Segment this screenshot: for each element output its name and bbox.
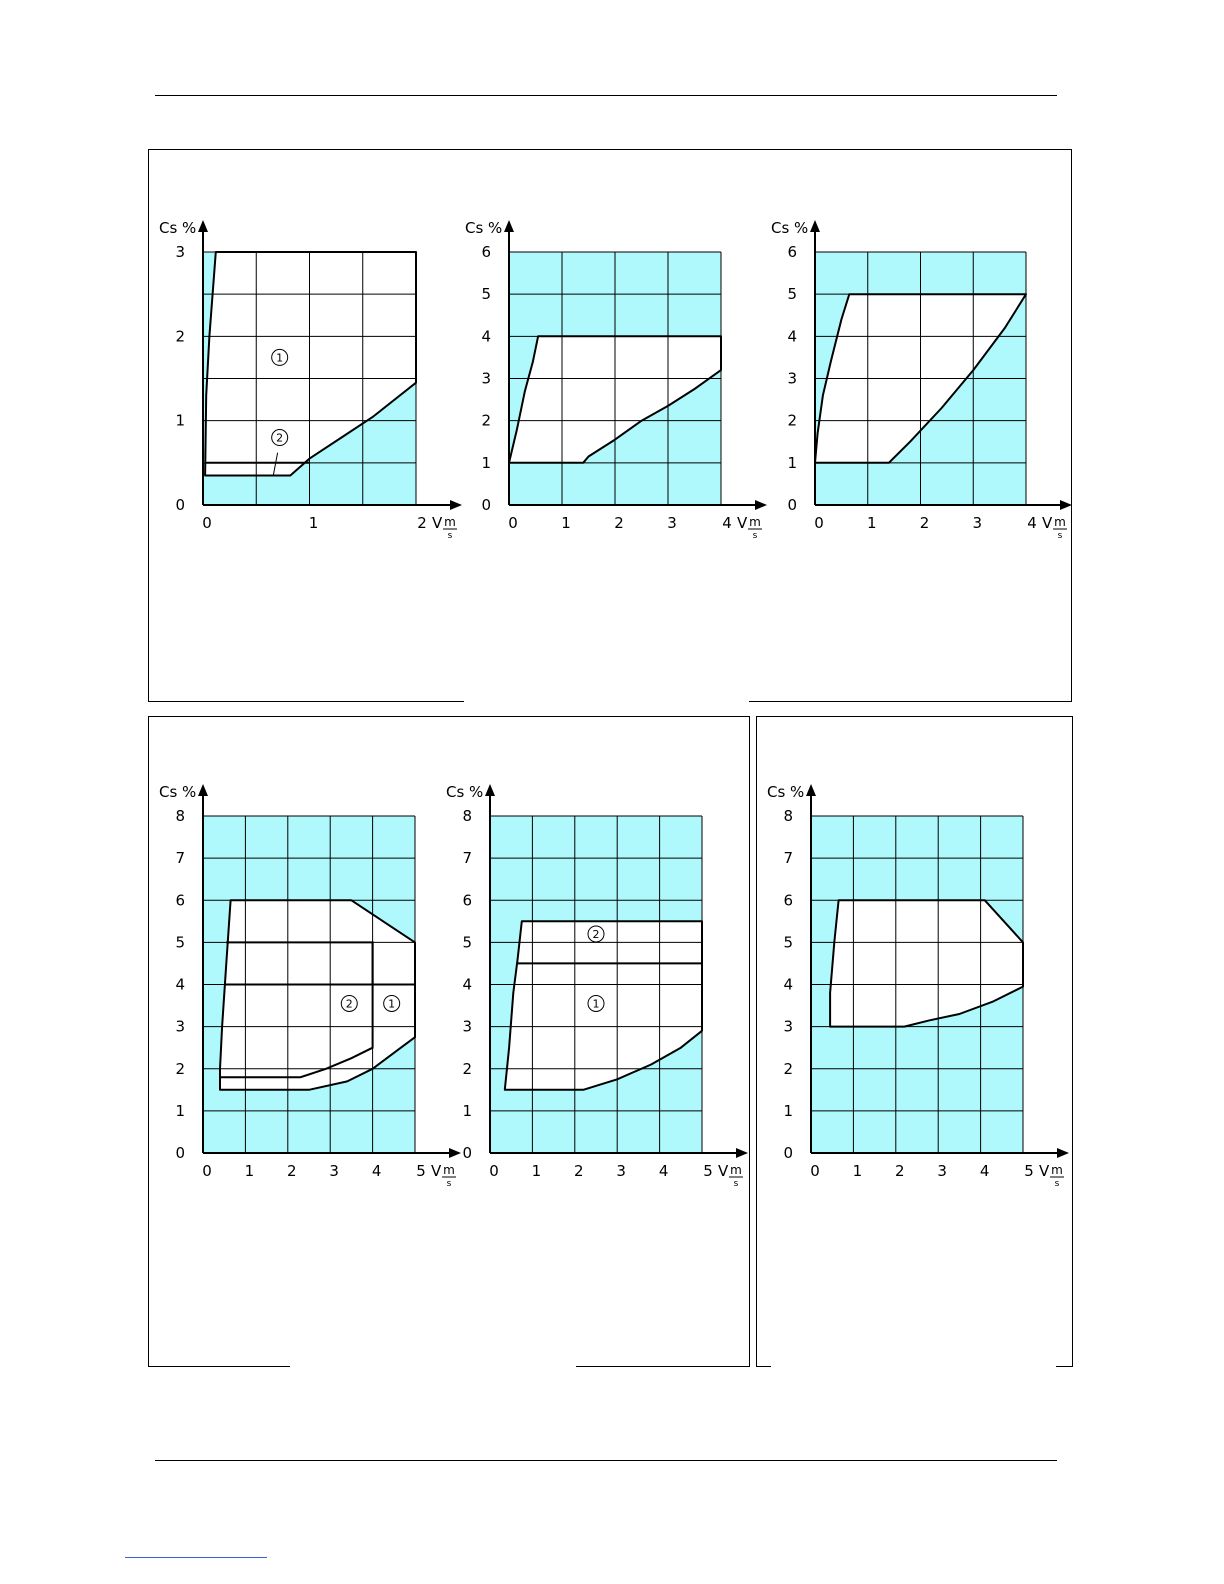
y-axis-arrow xyxy=(198,220,208,232)
x-unit-numerator: m xyxy=(444,515,456,529)
region-marker-label: 1 xyxy=(592,997,600,1011)
x-tick-label: 1 xyxy=(561,514,571,532)
y-tick-label: 1 xyxy=(462,1101,472,1120)
y-axis-label: Cs % xyxy=(446,783,484,801)
region-marker-label: 1 xyxy=(276,351,284,365)
x-axis-arrow xyxy=(449,1148,461,1158)
y-tick-label: 0 xyxy=(783,1144,793,1162)
y-axis-label: Cs % xyxy=(465,219,503,237)
x-tick-label: 0 xyxy=(202,1162,212,1180)
x-tick-label: 2 xyxy=(417,514,427,532)
x-unit-numerator: m xyxy=(443,1163,455,1177)
x-tick-label: 4 xyxy=(371,1162,382,1180)
x-axis-arrow xyxy=(736,1148,748,1158)
x-tick-label: 3 xyxy=(937,1162,947,1180)
y-tick-label: 1 xyxy=(787,453,797,472)
x-tick-label: 1 xyxy=(531,1162,542,1180)
x-axis-label: V xyxy=(1042,514,1053,532)
y-tick-label: 1 xyxy=(481,453,491,472)
y-tick-label: 5 xyxy=(783,933,793,952)
y-axis-label: Cs % xyxy=(159,783,197,801)
y-tick-label: 5 xyxy=(481,285,491,304)
x-tick-label: 3 xyxy=(329,1162,339,1180)
x-tick-label: 1 xyxy=(852,1162,863,1180)
x-tick-label: 1 xyxy=(244,1162,255,1180)
x-unit-denominator: s xyxy=(752,531,758,541)
y-tick-label: 0 xyxy=(175,496,185,514)
x-tick-label: 4 xyxy=(722,514,732,532)
y-tick-label: 0 xyxy=(481,496,491,514)
chart-2 xyxy=(465,219,767,541)
y-tick-label: 1 xyxy=(175,411,185,430)
x-tick-label: 2 xyxy=(919,514,930,532)
y-axis-arrow xyxy=(504,220,514,232)
y-tick-label: 8 xyxy=(462,807,472,825)
x-axis-label: V xyxy=(1039,1162,1050,1180)
y-tick-label: 4 xyxy=(787,327,797,346)
y-tick-label: 3 xyxy=(783,1017,793,1036)
x-tick-label: 1 xyxy=(308,514,319,532)
x-unit-denominator: s xyxy=(446,1179,452,1189)
region-marker-label: 1 xyxy=(388,997,396,1011)
x-axis-label: V xyxy=(432,514,443,532)
y-tick-label: 3 xyxy=(481,369,491,388)
region-marker-label: 2 xyxy=(592,927,600,941)
y-axis-label: Cs % xyxy=(767,783,805,801)
y-tick-label: 8 xyxy=(175,807,185,825)
x-tick-label: 5 xyxy=(416,1162,426,1180)
y-tick-label: 2 xyxy=(783,1059,793,1078)
chart-4 xyxy=(159,783,461,1189)
y-tick-label: 7 xyxy=(783,849,793,868)
y-tick-label: 6 xyxy=(481,243,491,261)
region-marker-label: 2 xyxy=(345,997,353,1011)
y-tick-label: 7 xyxy=(462,849,472,868)
x-unit-numerator: m xyxy=(1054,515,1066,529)
y-tick-label: 2 xyxy=(787,411,797,430)
y-tick-label: 2 xyxy=(175,1059,185,1078)
x-tick-label: 4 xyxy=(658,1162,669,1180)
x-unit-denominator: s xyxy=(733,1179,739,1189)
y-axis-arrow xyxy=(485,784,495,796)
y-axis-label: Cs % xyxy=(771,219,809,237)
y-tick-label: 4 xyxy=(462,975,472,994)
x-axis-arrow xyxy=(1057,1148,1069,1158)
y-tick-label: 3 xyxy=(175,243,185,261)
y-tick-label: 7 xyxy=(175,849,185,868)
y-tick-label: 5 xyxy=(787,285,797,304)
x-tick-label: 0 xyxy=(202,514,212,532)
x-tick-label: 2 xyxy=(895,1162,905,1180)
x-tick-label: 5 xyxy=(703,1162,713,1180)
y-tick-label: 4 xyxy=(175,975,185,994)
x-tick-label: 2 xyxy=(287,1162,297,1180)
y-axis-arrow xyxy=(806,784,816,796)
x-axis-arrow xyxy=(450,500,462,510)
y-tick-label: 1 xyxy=(783,1101,793,1120)
x-tick-label: 0 xyxy=(814,514,824,532)
x-unit-numerator: m xyxy=(749,515,761,529)
y-tick-label: 8 xyxy=(783,807,793,825)
y-tick-label: 0 xyxy=(787,496,797,514)
y-tick-label: 5 xyxy=(462,933,472,952)
chart-6 xyxy=(767,783,1069,1189)
y-tick-label: 0 xyxy=(175,1144,185,1162)
x-tick-label: 0 xyxy=(810,1162,820,1180)
y-tick-label: 3 xyxy=(462,1017,472,1036)
x-axis-label: V xyxy=(718,1162,729,1180)
x-tick-label: 4 xyxy=(979,1162,990,1180)
x-tick-label: 4 xyxy=(1027,514,1037,532)
y-tick-label: 6 xyxy=(783,891,793,910)
region-marker-label: 2 xyxy=(276,431,284,445)
x-tick-label: 1 xyxy=(866,514,877,532)
chart-3 xyxy=(771,219,1072,541)
y-tick-label: 2 xyxy=(481,411,491,430)
x-tick-label: 3 xyxy=(616,1162,626,1180)
y-tick-label: 2 xyxy=(462,1059,472,1078)
x-axis-arrow xyxy=(755,500,767,510)
y-tick-label: 4 xyxy=(783,975,793,994)
x-tick-label: 2 xyxy=(614,514,624,532)
y-tick-label: 2 xyxy=(175,327,185,346)
y-tick-label: 3 xyxy=(175,1017,185,1036)
y-axis-arrow xyxy=(198,784,208,796)
y-axis-arrow xyxy=(810,220,820,232)
y-axis-label: Cs % xyxy=(159,219,197,237)
y-tick-label: 6 xyxy=(787,243,797,261)
x-tick-label: 3 xyxy=(972,514,983,532)
y-tick-label: 5 xyxy=(175,933,185,952)
x-axis-label: V xyxy=(737,514,748,532)
x-axis-arrow xyxy=(1060,500,1072,510)
x-tick-label: 5 xyxy=(1024,1162,1034,1180)
x-unit-denominator: s xyxy=(447,531,453,541)
y-tick-label: 4 xyxy=(481,327,491,346)
x-tick-label: 2 xyxy=(574,1162,584,1180)
x-tick-label: 3 xyxy=(667,514,677,532)
y-tick-label: 6 xyxy=(462,891,472,910)
x-unit-numerator: m xyxy=(1051,1163,1063,1177)
x-unit-denominator: s xyxy=(1057,531,1063,541)
y-tick-label: 0 xyxy=(462,1144,472,1162)
chart-1 xyxy=(159,219,462,541)
chart-5 xyxy=(446,783,748,1189)
x-tick-label: 0 xyxy=(489,1162,499,1180)
x-tick-label: 0 xyxy=(508,514,518,532)
y-tick-label: 1 xyxy=(175,1101,185,1120)
y-tick-label: 3 xyxy=(787,369,797,388)
x-axis-label: V xyxy=(431,1162,442,1180)
y-tick-label: 6 xyxy=(175,891,185,910)
x-unit-denominator: s xyxy=(1054,1179,1060,1189)
x-unit-numerator: m xyxy=(730,1163,742,1177)
